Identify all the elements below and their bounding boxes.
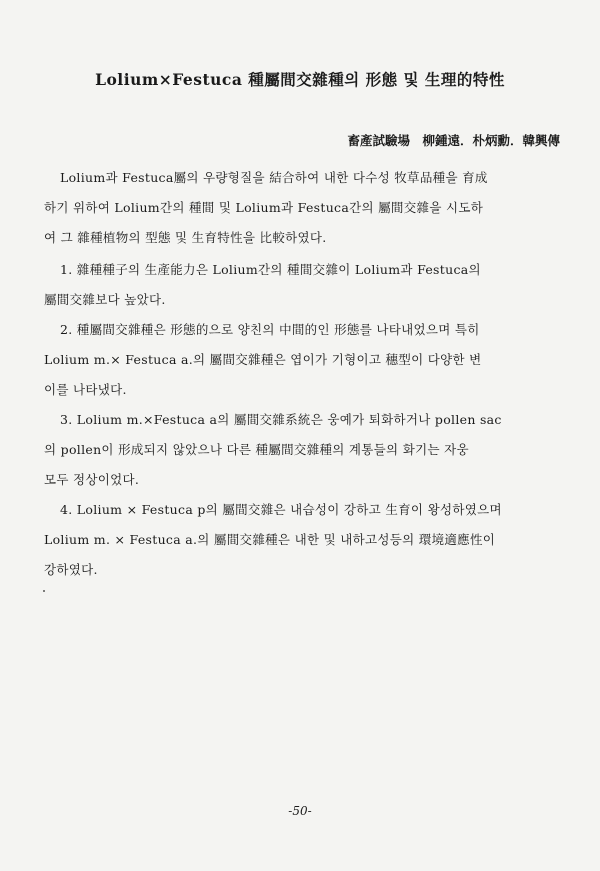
abstract-line: 屬間交雜보다 높았다. xyxy=(44,292,166,307)
finding-item: 2. 種屬間交雜種은 形態的으로 양친의 中間的인 形態를 나타내었으며 특히 xyxy=(60,322,480,337)
abstract-line: 모두 정상이었다. xyxy=(44,472,140,487)
abstract-line: 하기 위하여 Lolium간의 種間 및 Lolium과 Festuca간의 屬間交雜을 시도하 xyxy=(44,200,484,215)
page-number: -50- xyxy=(288,804,312,818)
scan-speck xyxy=(43,590,45,592)
abstract-line: 강하였다. xyxy=(44,562,98,577)
finding-item: 1. 雜種種子의 生產能力은 Lolium간의 種間交雜이 Lolium과 Festuca의 xyxy=(60,262,481,277)
author-line: 畜產試驗場 柳鍾遠．朴炳勳．韓興傳 xyxy=(347,133,560,148)
abstract-line: 이를 나타냈다. xyxy=(44,382,127,397)
abstract-line: 의 pollen이 形成되지 않았으나 다른 種屬間交雜種의 계통들의 화기는 자웅 xyxy=(44,442,469,457)
finding-item: 4. Lolium × Festuca p의 屬間交雜은 내습성이 강하고 生育이 왕성하였으며 xyxy=(60,502,502,517)
abstract-line: Lolium m.× Festuca a.의 屬間交雜種은 엽이가 기형이고 穗型이 다양한 변 xyxy=(44,352,482,367)
abstract-line: Lolium과 Festuca屬의 우량형질을 結合하여 내한 다수성 牧草品種을 育成 xyxy=(60,170,488,185)
abstract-line: Lolium m. × Festuca a.의 屬間交雜種은 내한 및 내하고성등의 環境適應性이 xyxy=(44,532,496,547)
paper-title: Lolium×Festuca 種屬間交雜種의 形態 및 生理的特性 xyxy=(95,70,505,89)
finding-item: 3. Lolium m.×Festuca a의 屬間交雜系統은 웅예가 퇴화하거나 pollen sac xyxy=(60,412,502,427)
abstract-line: 여 그 雜種植物의 型態 및 生育特性을 比較하였다. xyxy=(44,230,327,245)
